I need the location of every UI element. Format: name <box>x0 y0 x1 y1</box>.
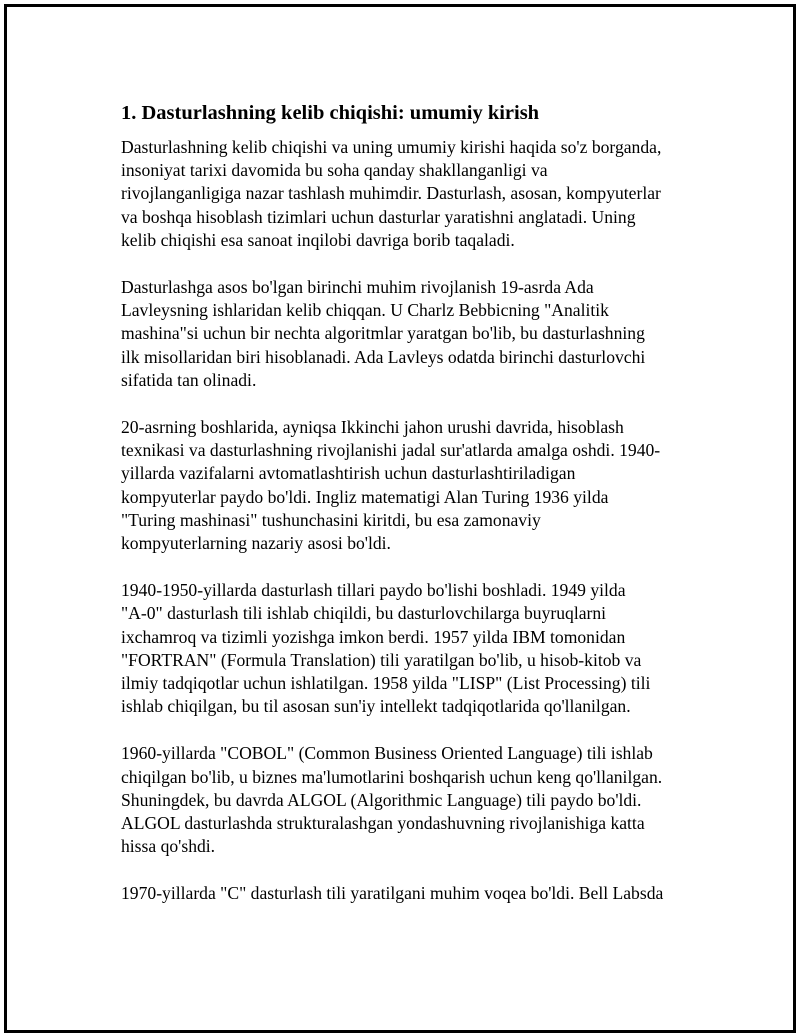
paragraph-line: rivojlanganligiga nazar tashlash muhimdir. Dasturlash, asosan, kompyuterlar <box>121 183 661 204</box>
paragraph-line: Lavleysning ishlaridan kelib chiqqan. U Charlz Bebbicning "Analitik <box>121 300 609 321</box>
paragraph-line: "A-0" dasturlash tili ishlab chiqildi, bu dasturlovchilarga buyruqlarni <box>121 603 607 624</box>
paragraph-line: ilk misollaridan biri hisoblanadi. Ada Lavleys odatda birinchi dasturlovchi <box>121 346 646 367</box>
paragraph <box>121 136 701 252</box>
paragraph-line: Shuningdek, bu davrda ALGOL (Algorithmic Language) tili paydo bo'ldi. <box>121 789 642 810</box>
paragraph-line: texnikasi va dasturlashning rivojlanishi jadal sur'atlarda amalga oshdi. 1940- <box>121 440 661 461</box>
paragraph-line: hissa qo'shdi. <box>121 836 216 857</box>
paragraph-line: ixchamroq va tizimli yozishga imkon berdi. 1957 yilda IBM tomonidan <box>121 626 626 647</box>
paragraph <box>121 416 701 555</box>
paragraph <box>121 276 701 392</box>
paragraph-line: yillarda vazifalarni avtomatlashtirish uchun dasturlashtiriladigan <box>121 463 576 484</box>
paragraph-line: ALGOL dasturlashda strukturalashgan yondashuvning rivojlanishiga katta <box>121 813 645 834</box>
paragraph-line: 1960-yillarda "COBOL" (Common Business Oriented Language) tili ishlab <box>121 743 653 764</box>
paragraph-line: 20-asrning boshlarida, ayniqsa Ikkinchi jahon urushi davrida, hisoblash <box>121 417 624 438</box>
paragraph-line: chiqilgan bo'lib, u biznes ma'lumotlarini boshqarish uchun keng qo'llanilgan. <box>121 766 663 787</box>
paragraph-line: mashina"si uchun bir nechta algoritmlar yaratgan bo'lib, bu dasturlashning <box>121 323 645 344</box>
paragraph-line: ishlab chiqilgan, bu til asosan sun'iy intellekt tadqiqotlarida qo'llanilgan. <box>121 696 631 717</box>
page-frame <box>4 4 796 1033</box>
paragraph-line: va boshqa hisoblash tizimlari uchun dasturlar yaratishni anglatadi. Uning <box>121 206 636 227</box>
paragraph-line: Dasturlashning kelib chiqishi va uning umumiy kirishi haqida so'z borganda, <box>121 137 662 157</box>
paragraph-line: "Turing mashinasi" tushunchasini kiritdi, bu esa zamonaviy <box>121 509 541 530</box>
paragraph-line: kelib chiqishi esa sanoat inqilobi davriga borib taqaladi. <box>121 229 515 250</box>
paragraph <box>121 579 701 718</box>
paragraph-list <box>121 136 701 906</box>
paragraph <box>121 742 701 858</box>
paragraph-line: ilmiy tadqiqotlar uchun ishlatilgan. 1958 yilda "LISP" (List Processing) tili <box>121 673 651 694</box>
paragraph-line: "FORTRAN" (Formula Translation) tili yaratilgan bo'lib, u hisob-kitob va <box>121 649 642 670</box>
paragraph-line: Dasturlashga asos bo'lgan birinchi muhim rivojlanish 19-asrda Ada <box>121 277 594 298</box>
paragraph <box>121 882 701 905</box>
paragraph-line: insoniyat tarixi davomida bu soha qanday shakllanganligi va <box>121 160 548 181</box>
paragraph-line: sifatida tan olinadi. <box>121 369 257 390</box>
document-body <box>121 100 701 930</box>
paragraph-line: kompyuterlarning nazariy asosi bo'ldi. <box>121 533 391 554</box>
paragraph-line: 1970-yillarda "C" dasturlash tili yaratilgani muhim voqea bo'ldi. Bell Labsda <box>121 883 664 904</box>
paragraph-line: kompyuterlar paydo bo'ldi. Ingliz matematigi Alan Turing 1936 yilda <box>121 486 609 507</box>
paragraph-line: 1940-1950-yillarda dasturlash tillari paydo bo'lishi boshladi. 1949 yilda <box>121 580 626 601</box>
section-heading: 1. Dasturlashning kelib chiqishi: umumiy kirish <box>121 102 540 124</box>
